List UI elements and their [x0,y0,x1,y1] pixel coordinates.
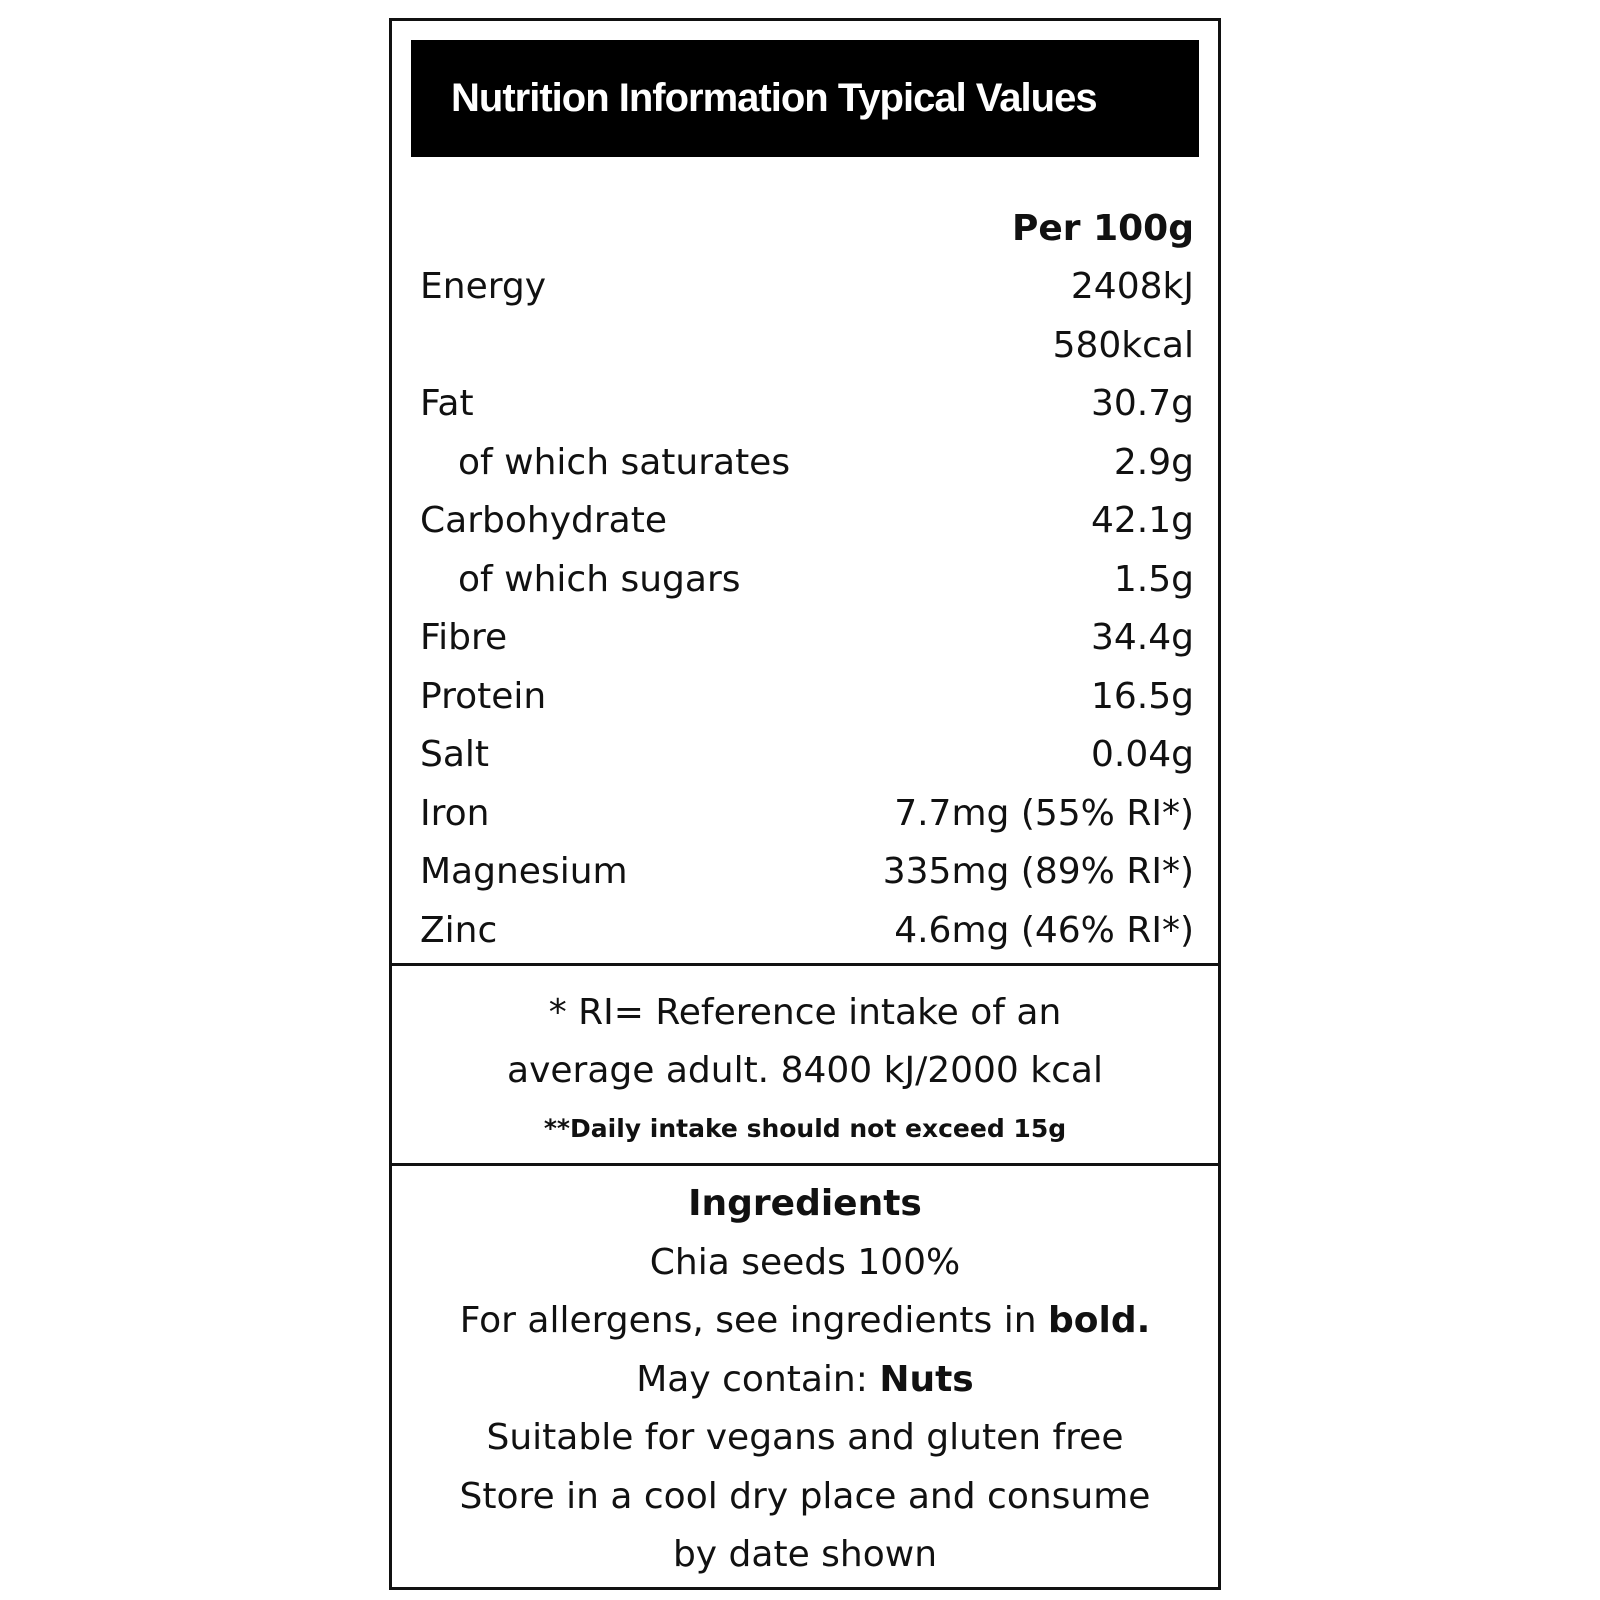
section-divider [392,1163,1218,1166]
label-title [411,40,1199,157]
storage-note-line-2: by date shown [672,1534,938,1575]
nutrient-value: 2408kJ [1070,266,1194,308]
table-header-row [420,199,1194,258]
may-contain-note [392,1351,1218,1410]
nutrient-name: Iron [420,792,490,834]
ri-note-line-1: * RI= Reference intake of an [548,992,1062,1033]
nutrient-value: 30.7g [1090,383,1194,425]
daily-intake-note: **Daily intake should not exceed 15g [543,1114,1067,1143]
nutrient-row-sugars [420,550,1194,609]
nutrient-value: 0.04g [1090,734,1194,776]
may-contain-text: May contain: [636,1358,880,1400]
nutrient-row-energy-kcal [420,316,1194,375]
nutrient-name: Zinc [420,909,498,951]
nutrient-value: 34.4g [1090,617,1194,659]
nutrient-row-fibre [420,609,1194,668]
nutrient-row-zinc [420,901,1194,960]
suitability-note: Suitable for vegans and gluten free [486,1417,1124,1458]
may-contain-allergen: Nuts [879,1358,974,1400]
allergen-note [392,1292,1218,1351]
reference-intake-note [392,966,1218,1166]
storage-note-line-1: Store in a cool dry place and consume [459,1475,1151,1517]
nutrient-name: Energy [420,266,547,308]
nutrient-value: 580kcal [1052,324,1194,366]
nutrient-row-saturates [420,433,1194,492]
nutrient-name: Magnesium [420,851,628,893]
ingredients-contents: Chia seeds 100% [649,1241,961,1283]
nutrient-name: Carbohydrate [420,500,667,542]
label-title-text: Nutrition Information Typical Values [451,76,1097,120]
allergen-note-text: For allergens, see ingredients in [459,1300,1048,1341]
allergen-note-bold: bold. [1047,1300,1151,1341]
nutrient-value: 4.6mg (46% RI*) [894,909,1194,951]
nutrient-row-iron [420,784,1194,843]
nutrient-value: 42.1g [1090,500,1194,542]
nutrient-row-salt [420,726,1194,785]
ri-note-line-2: average adult. 8400 kJ/2000 kcal [507,1050,1103,1091]
nutrient-name: Protein [420,675,547,717]
nutrient-value: 16.5g [1090,675,1194,717]
nutrient-name: of which sugars [458,558,741,600]
ingredients-heading: Ingredients [688,1183,922,1224]
nutrition-label [389,18,1221,1590]
nutrient-row-energy-kj [420,258,1194,317]
nutrient-value: 7.7mg (55% RI*) [894,792,1194,834]
nutrient-name: Fibre [420,617,508,659]
nutrient-value: 1.5g [1113,558,1194,600]
nutrient-name: Salt [420,734,490,776]
nutrient-row-fat [420,375,1194,434]
ingredients-section [392,1167,1218,1585]
nutrient-row-protein [420,667,1194,726]
nutrient-name: of which saturates [458,441,791,483]
nutrition-table [420,199,1194,960]
nutrient-row-magnesium [420,843,1194,902]
nutrient-row-carbohydrate [420,492,1194,551]
nutrient-value: 2.9g [1113,441,1194,483]
per-100g-header: Per 100g [1011,207,1194,249]
nutrient-name: Fat [420,383,474,425]
nutrient-value: 335mg (89% RI*) [882,851,1194,893]
